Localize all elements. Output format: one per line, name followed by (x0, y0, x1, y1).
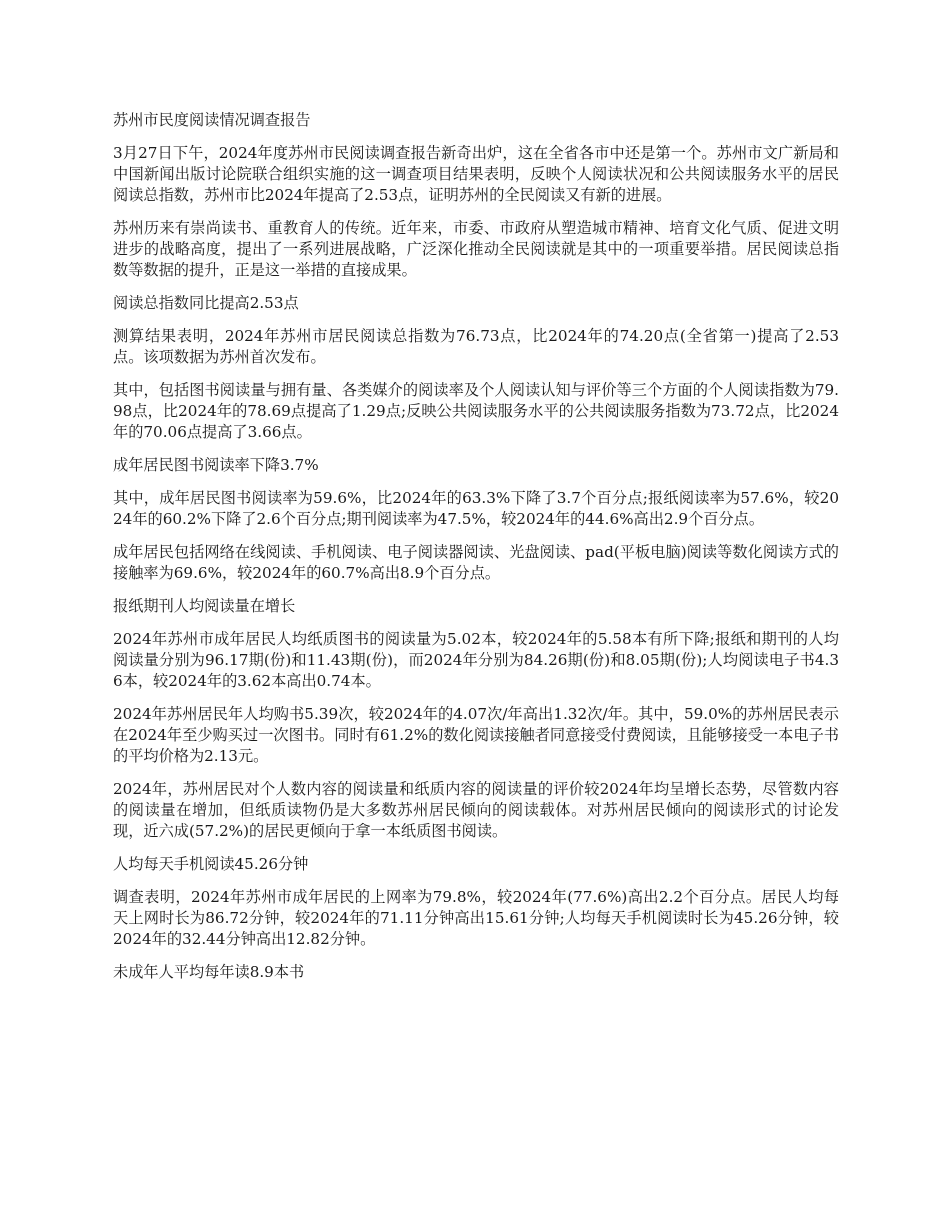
body-paragraph: 2024年苏州市成年居民人均纸质图书的阅读量为5.02本，较2024年的5.58本有所下降;报纸和期刊的人均阅读量分别为96.17期(份)和11.43期(份)，而2024年分别为84.26期(份)和8.05期(份);人均阅读电子书4.36本，较2024年的3.62本高出0.74本。 (113, 630, 839, 690)
body-paragraph: 3月27日下午，2024年度苏州市民阅读调查报告新奇出炉，这在全省各市中还是第一个。苏州市文广新局和中国新闻出版讨论院联合组织实施的这一调查项目结果表明，反映个人阅读状况和公共阅读服务水平的居民阅读总指数，苏州市比2024年提高了2.53点，证明苏州的全民阅读又有新的进展。 (113, 144, 839, 204)
document-body (113, 110, 839, 995)
section-heading: 报纸期刊人均阅读量在增长 (113, 597, 296, 615)
body-paragraph: 测算结果表明，2024年苏州市居民阅读总指数为76.73点，比2024年的74.20点(全省第一)提高了2.53点。该项数据为苏州首次发布。 (113, 327, 839, 366)
section-heading: 人均每天手机阅读45.26分钟 (113, 855, 309, 873)
body-paragraph: 成年居民包括网络在线阅读、手机阅读、电子阅读器阅读、光盘阅读、pad(平板电脑)阅读等数化阅读方式的接触率为69.6%，较2024年的60.7%高出8.9个百分点。 (113, 543, 839, 582)
section-heading: 未成年人平均每年读8.9本书 (113, 963, 305, 981)
body-paragraph: 其中，成年居民图书阅读率为59.6%，比2024年的63.3%下降了3.7个百分点;报纸阅读率为57.6%，较2024年的60.2%下降了2.6个百分点;期刊阅读率为47.5%，较2024年的44.6%高出2.9个百分点。 (113, 489, 839, 528)
body-paragraph: 调查表明，2024年苏州市成年居民的上网率为79.8%，较2024年(77.6%)高出2.2个百分点。居民人均每天上网时长为86.72分钟，较2024年的71.11分钟高出15.61分钟;人均每天手机阅读时长为45.26分钟，较2024年的32.44分钟高出12.82分钟。 (113, 888, 839, 948)
body-paragraph: 2024年苏州居民年人均购书5.39次，较2024年的4.07次/年高出1.32次/年。其中，59.0%的苏州居民表示在2024年至少购买过一次图书。同时有61.2%的数化阅读接触者同意接受付费阅读，且能够接受一本电子书的平均价格为2.13元。 (113, 705, 839, 765)
document-content (113, 143, 839, 983)
document-title: 苏州市民度阅读情况调查报告 (113, 111, 311, 129)
section-heading: 阅读总指数同比提高2.53点 (113, 294, 299, 312)
body-paragraph: 其中，包括图书阅读量与拥有量、各类媒介的阅读率及个人阅读认知与评价等三个方面的个人阅读指数为79.98点，比2024年的78.69点提高了1.29点;反映公共阅读服务水平的公共阅读服务指数为73.72点，比2024年的70.06点提高了3.66点。 (113, 381, 839, 441)
section-heading: 成年居民图书阅读率下降3.7% (113, 456, 319, 474)
body-paragraph: 苏州历来有崇尚读书、重教育人的传统。近年来，市委、市政府从塑造城市精神、培育文化气质、促进文明进步的战略高度，提出了一系列进展战略，广泛深化推动全民阅读就是其中的一项重要举措。居民阅读总指数等数据的提升，正是这一举措的直接成果。 (113, 219, 839, 279)
body-paragraph: 2024年，苏州居民对个人数内容的阅读量和纸质内容的阅读量的评价较2024年均呈增长态势，尽管数内容的阅读量在增加，但纸质读物仍是大多数苏州居民倾向的阅读载体。对苏州居民倾向的阅读形式的讨论发现，近六成(57.2%)的居民更倾向于拿一本纸质图书阅读。 (113, 780, 839, 840)
